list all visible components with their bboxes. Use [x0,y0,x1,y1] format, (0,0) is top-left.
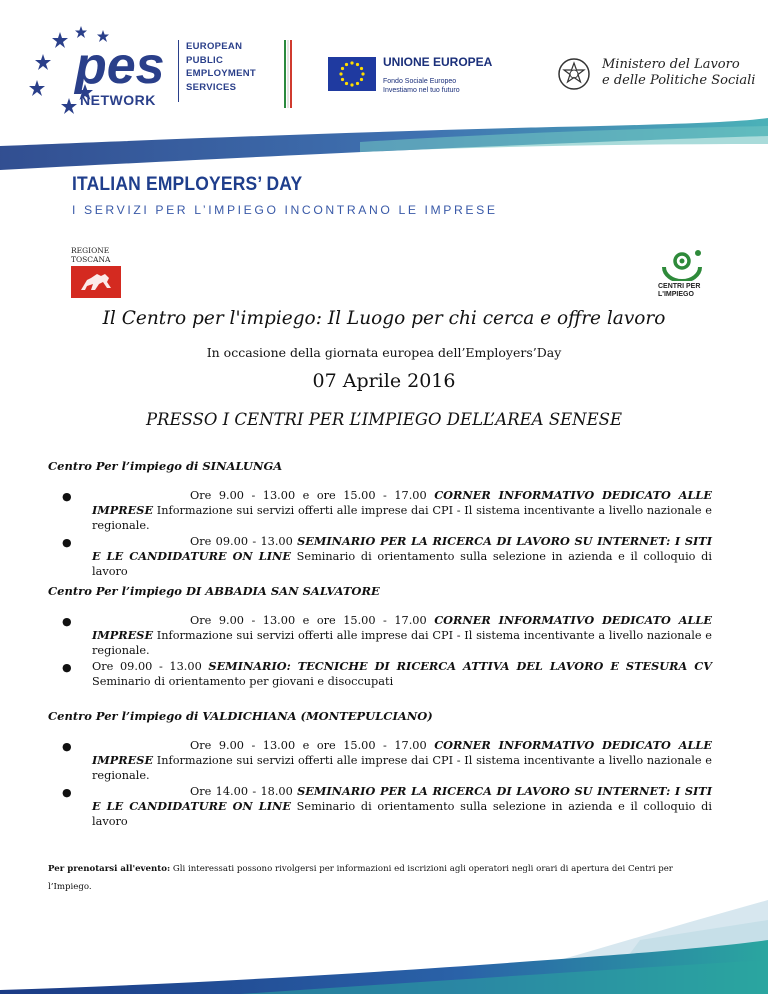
item-time: Ore 09.00 - 13.00 [92,660,202,673]
banner-swoosh [0,118,768,182]
regione-toscana-label [71,246,110,264]
cpi-logo-icon [658,247,706,281]
item-title: SEMINARIO: TECNICHE DI RICERCA ATTIVA DEL LAVORO E STESURA CV [208,659,713,673]
section-title: Centro Per l’impiego di SINALUNGA [48,459,283,473]
eps-lines [186,40,256,94]
item-text: Informazione sui servizi offerti alle imprese dai CPI - Il sistema incentivante a livello nazionale e regionale. [92,504,712,532]
ue-sub-line: Investiamo nel tuo futuro [383,87,460,94]
item-title: SEMINARIO PER LA RICERCA DI LAVORO SU INTERNET: I SITI E LE CANDIDATURE ON LINE [92,534,712,563]
item-title: CORNER INFORMATIVO DEDICATO ALLE IMPRESE [92,613,712,642]
bullet-icon: ● [62,786,72,799]
logo-divider [178,40,179,102]
booking-text: Gli interessati possono rivolgersi per informazioni ed iscrizioni agli operatori negli orari di apertura dei Centri per l’Impiego. [48,864,673,892]
bullet-icon: ● [62,740,72,753]
pes-network-logo [25,20,185,120]
italy-emblem-icon [556,56,592,92]
eps-line: PUBLIC [186,54,224,66]
ministry-name [602,57,755,89]
tuscany-emblem-icon [71,266,121,298]
eu-flag [328,57,376,91]
list-item [92,613,712,658]
eu-star-circle-icon [328,57,376,91]
list-item [92,738,712,783]
item-text: Seminario di orientamento per giovani e disoccupati [92,675,394,688]
item-title: SEMINARIO PER LA RICERCA DI LAVORO SU INTERNET: I SITI E LE CANDIDATURE ON LINE [92,784,712,813]
item-text: Informazione sui servizi offerti alle imprese dai CPI - Il sistema incentivante a livello nazionale e regionale. [92,754,712,782]
bullet-icon: ● [62,536,72,549]
item-text: Seminario di orientamento sulla selezione in azienda e il colloquio di lavoro [92,550,713,578]
list-item [92,534,712,579]
pes-network-text: NETWORK [80,92,156,108]
regione-line: TOSCANA [71,255,111,264]
item-time: Ore 9.00 - 13.00 e ore 15.00 - 17.00 [190,489,427,502]
item-time: Ore 9.00 - 13.00 e ore 15.00 - 17.00 [190,739,427,752]
bullet-icon: ● [62,615,72,628]
bullet-icon: ● [62,661,72,674]
cpi-line: L'IMPIEGO [658,291,694,298]
list-item [92,784,712,829]
cpi-line: CENTRI PER [658,283,701,290]
booking-label: Per prenotarsi all'evento: [48,864,171,874]
item-time: Ore 09.00 - 13.00 [190,535,293,548]
presso-heading: PRESSO I CENTRI PER L’IMPIEGO DELL’AREA SENESE [145,410,622,429]
cpi-logo-label [658,283,700,299]
booking-note [48,860,688,896]
eps-line: EMPLOYMENT [186,68,257,79]
event-date: 07 Aprile 2016 [312,370,456,392]
ue-subtitle [383,77,460,95]
ministry-line: Ministero del Lavoro [602,57,740,72]
banner-title: ITALIAN EMPLOYERS’ DAY [72,174,303,195]
list-item [92,488,712,533]
bottom-swoosh [0,900,768,994]
banner-subtitle: I SERVIZI PER L’IMPIEGO INCONTRANO LE IMPRESE [72,203,498,217]
item-title: CORNER INFORMATIVO DEDICATO ALLE IMPRESE [92,738,712,767]
eps-line: EUROPEAN [186,41,243,52]
item-time: Ore 14.00 - 18.00 [190,785,293,798]
occasion-line: In occasione della giornata europea dell’Employers’Day [206,345,562,360]
section-title: Centro Per l’impiego DI ABBADIA SAN SALVATORE [48,584,380,598]
eps-line: SERVICES [186,81,237,93]
item-text: Seminario di orientamento sulla selezione in azienda e il colloquio di lavoro [92,800,713,828]
list-item [92,659,712,689]
item-time: Ore 9.00 - 13.00 e ore 15.00 - 17.00 [190,614,427,627]
item-text: Informazione sui servizi offerti alle imprese dai CPI - Il sistema incentivante a livello nazionale e regionale. [92,629,712,657]
ue-title: UNIONE EUROPEA [383,55,493,69]
ministry-line: e delle Politiche Sociali [602,73,756,88]
item-title: CORNER INFORMATIVO DEDICATO ALLE IMPRESE [92,488,712,517]
ue-sub-line: Fondo Sociale Europeo [383,78,457,85]
pes-logo-text: pes [75,37,165,95]
section-title: Centro Per l’impiego di VALDICHIANA (MONTEPULCIANO) [48,709,433,723]
regione-line: REGIONE [71,246,110,255]
main-title: Il Centro per l'impiego: Il Luogo per chi cerca e offre lavoro [102,308,666,329]
bullet-icon: ● [62,490,72,503]
